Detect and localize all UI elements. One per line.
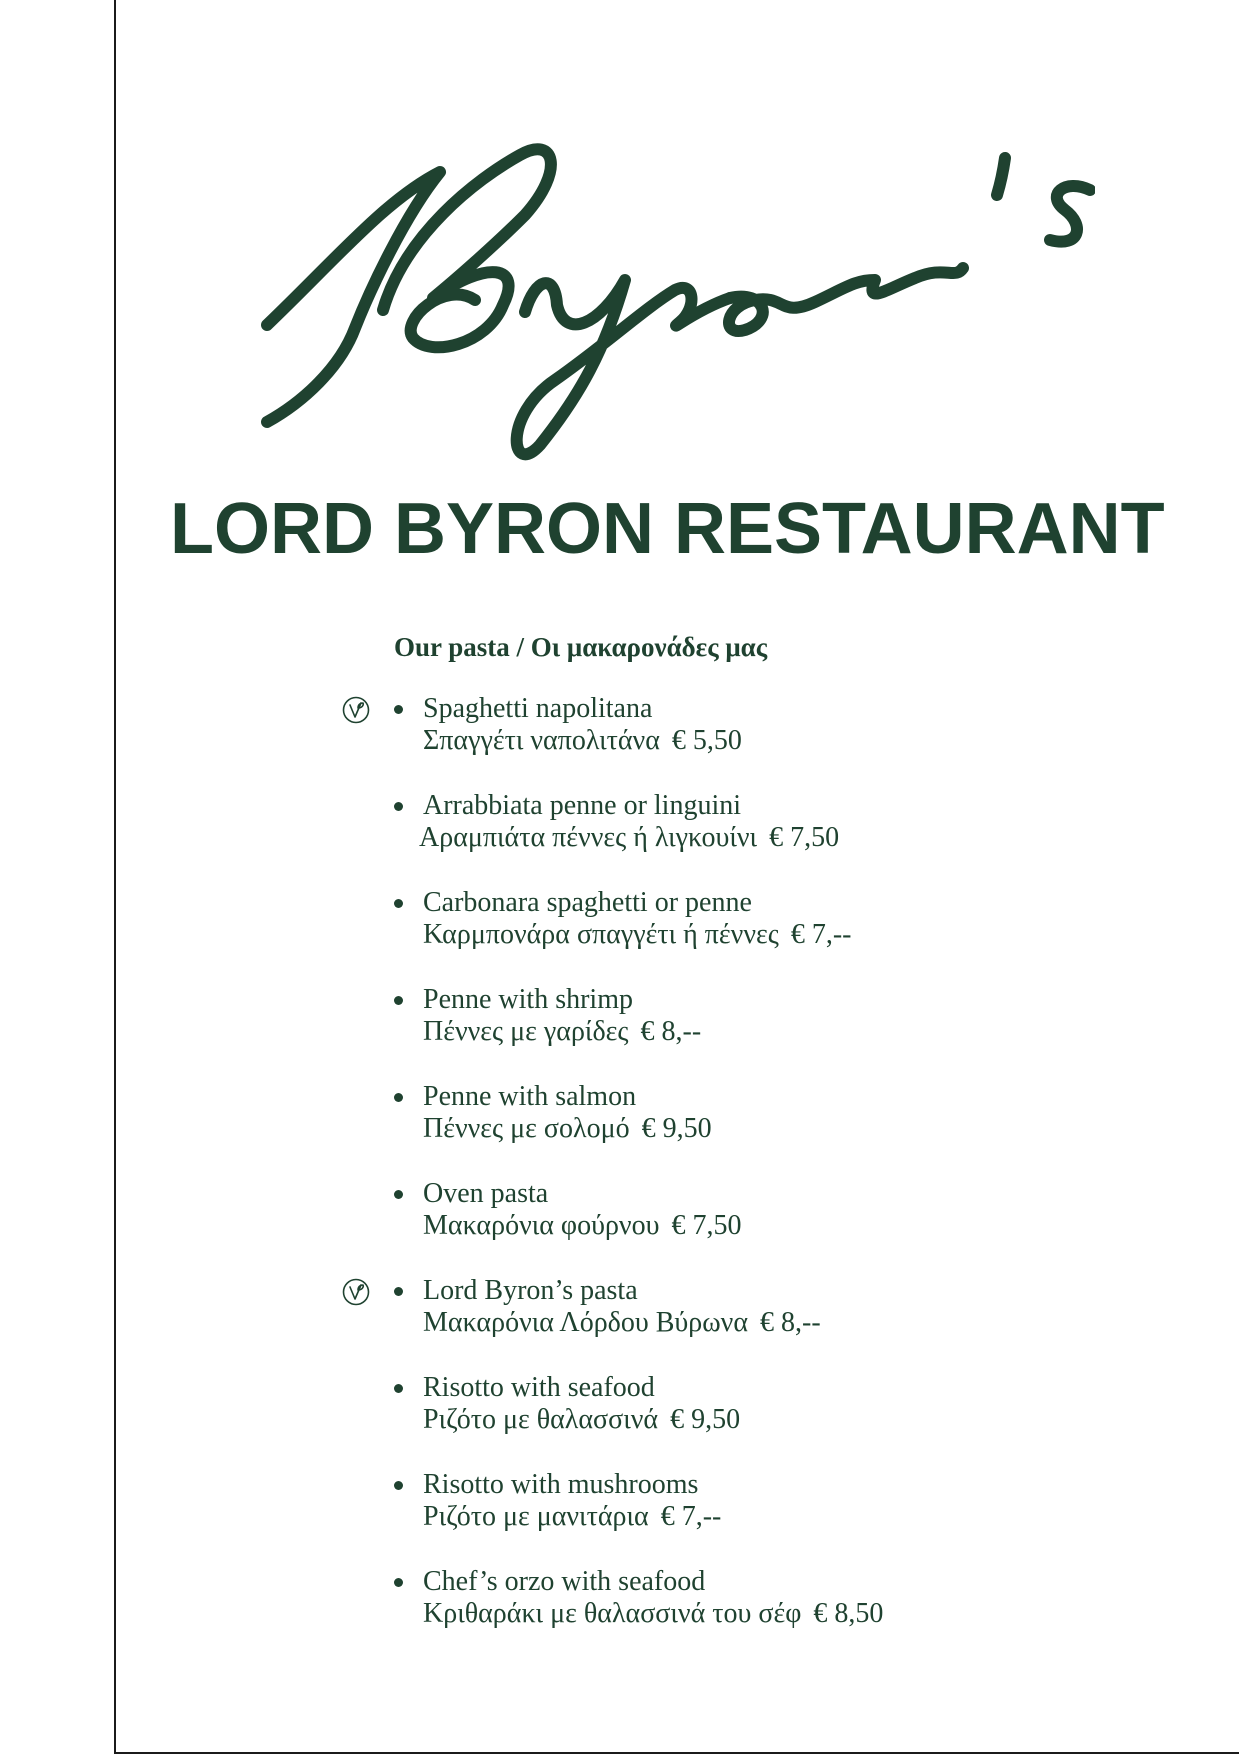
item-name-gr-text: Ριζότο με θαλασσινά <box>423 1404 659 1435</box>
item-name-gr <box>423 1307 821 1339</box>
menu-item <box>340 1275 1140 1372</box>
menu-item <box>340 693 1140 790</box>
item-name-gr-text: Πέννες με γαρίδες <box>423 1016 629 1047</box>
bullet <box>394 996 403 1005</box>
bullet <box>394 899 403 908</box>
bullet <box>394 802 403 811</box>
item-name-gr-text: Αραμπιάτα πέννες ή λιγκουίνι <box>419 822 758 853</box>
menu-item <box>340 984 1140 1081</box>
item-name-gr-text: Σπαγγέτι ναπολιτάνα <box>423 725 660 756</box>
item-name-gr <box>423 725 742 757</box>
vegetarian-leaf-icon <box>342 1278 370 1306</box>
menu-item <box>340 1178 1140 1275</box>
item-name-gr-text: Καρμπονάρα σπαγγέτι ή πέννες <box>423 919 779 950</box>
item-name-en: Chef’s orzo with seafood <box>423 1566 706 1597</box>
item-name-en: Lord Byron’s pasta <box>423 1275 638 1306</box>
item-price: € 8,-- <box>760 1307 821 1338</box>
item-name-en: Spaghetti napolitana <box>423 693 653 724</box>
bullet <box>394 1481 403 1490</box>
item-price: € 5,50 <box>671 725 742 756</box>
item-name-gr-text: Πέννες με σολομό <box>423 1113 630 1144</box>
item-name-gr <box>423 1598 883 1630</box>
vegetarian-leaf-icon <box>342 696 370 724</box>
item-price: € 9,50 <box>670 1404 741 1435</box>
item-name-gr <box>423 1501 721 1533</box>
item-name-gr <box>423 1113 712 1145</box>
item-name-en: Carbonara spaghetti or penne <box>423 887 752 918</box>
item-name-gr <box>423 1210 741 1242</box>
item-name-gr-text: Μακαρόνια Λόρδου Βύρωνα <box>423 1307 748 1338</box>
item-name-en: Arrabbiata penne or linguini <box>423 790 742 821</box>
bullet <box>394 705 403 714</box>
item-name-gr-text: Κριθαράκι με θαλασσινά του σέφ <box>423 1598 802 1629</box>
item-price: € 8,-- <box>640 1016 702 1047</box>
bullet <box>394 1578 403 1587</box>
menu-item <box>340 1081 1140 1178</box>
bullet <box>394 1384 403 1393</box>
menu-item <box>340 1372 1140 1469</box>
item-price: € 7,-- <box>790 919 852 950</box>
item-name-gr <box>423 1404 740 1436</box>
item-name-en: Penne with salmon <box>423 1081 637 1112</box>
item-name-gr <box>419 822 839 854</box>
menu-item <box>340 1469 1140 1566</box>
item-name-en: Risotto with seafood <box>423 1372 655 1403</box>
menu-item <box>340 790 1140 887</box>
item-price: € 9,50 <box>641 1113 712 1144</box>
item-name-gr <box>423 1016 701 1048</box>
section-title: Our pasta / Οι μακαρονάδες μας <box>394 632 768 662</box>
item-name-en: Penne with shrimp <box>423 984 633 1015</box>
item-price: € 7,-- <box>660 1501 722 1532</box>
restaurant-name: LORD BYRON RESTAURANT <box>170 489 1165 569</box>
menu-list <box>340 693 1140 1663</box>
item-name-gr-text: Ριζότο με μανιτάρια <box>423 1501 649 1532</box>
item-price: € 7,50 <box>671 1210 742 1241</box>
menu-item <box>340 1566 1140 1663</box>
item-price: € 7,50 <box>769 822 840 853</box>
item-name-gr-text: Μακαρόνια φούρνου <box>423 1210 660 1241</box>
byrons-signature-logo <box>255 140 1095 480</box>
menu-item <box>340 887 1140 984</box>
item-name-en: Risotto with mushrooms <box>423 1469 699 1500</box>
item-name-gr <box>423 919 852 951</box>
bullet <box>394 1093 403 1102</box>
item-name-en: Oven pasta <box>423 1178 549 1209</box>
item-price: € 8,50 <box>813 1598 884 1629</box>
bullet <box>394 1287 403 1296</box>
bullet <box>394 1190 403 1199</box>
